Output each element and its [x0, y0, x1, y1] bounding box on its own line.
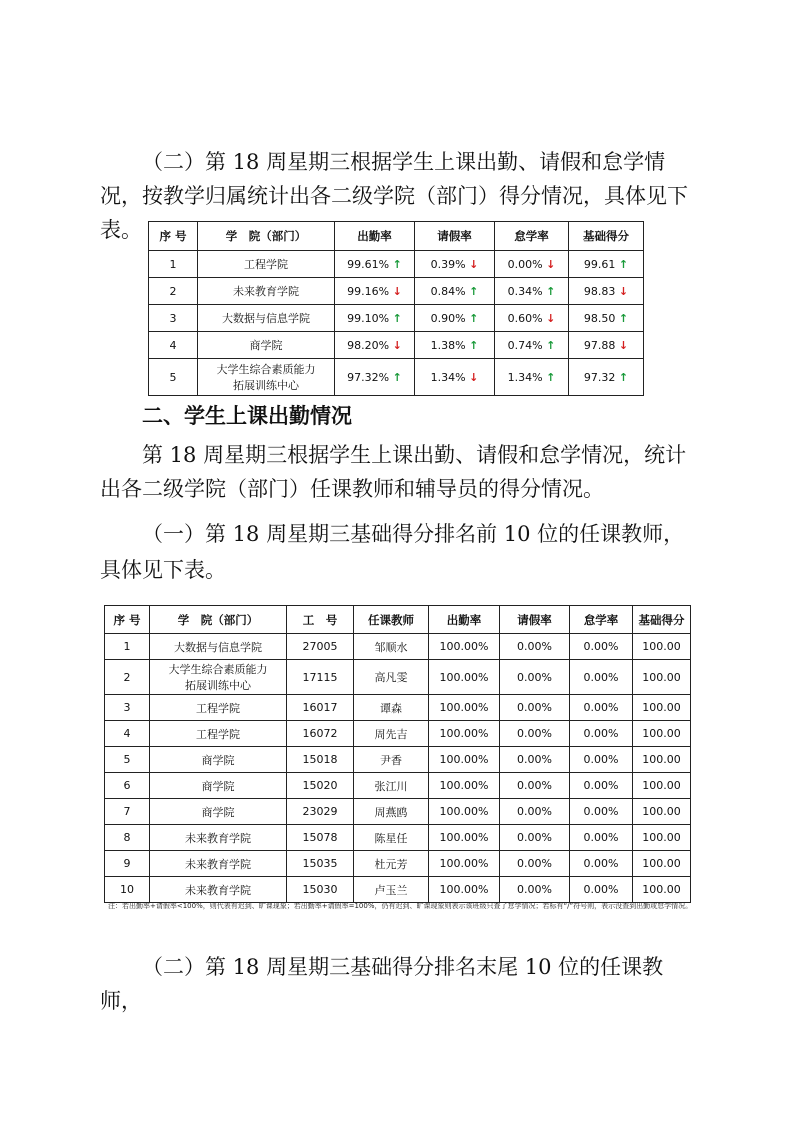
cell-college: 工程学院	[150, 721, 287, 747]
cell-no: 3	[105, 695, 150, 721]
leave-value: 0.90%	[430, 311, 466, 325]
arrow-up-icon: ↑	[546, 370, 556, 384]
cell-idle: 0.00%	[570, 747, 633, 773]
cell-no: 9	[105, 851, 150, 877]
cell-idle: 0.00%	[570, 660, 633, 695]
cell-attendance: 100.00%	[429, 634, 500, 660]
cell-score: 100.00	[633, 634, 691, 660]
college-line-1: 大学生综合素质能力	[216, 363, 316, 376]
cell-score: 100.00	[633, 825, 691, 851]
cell-score	[569, 278, 644, 305]
score-value: 99.61	[583, 257, 616, 271]
cell-score	[569, 251, 644, 278]
cell-no: 1	[149, 251, 198, 278]
arrow-up-icon: ↑	[618, 311, 629, 325]
arrow-up-icon: ↑	[392, 370, 402, 384]
cell-leave: 0.00%	[500, 634, 570, 660]
leave-value: 1.38%	[430, 338, 466, 352]
cell-teacher: 张江川	[354, 773, 429, 799]
cell-college: 未来教育学院	[150, 877, 287, 903]
cell-attendance: 100.00%	[429, 851, 500, 877]
table-row	[149, 278, 644, 305]
top10-paragraph: （一）第 18 周星期三基础得分排名前 10 位的任课教师，具体见下表。	[100, 522, 685, 582]
cell-idle	[495, 332, 569, 359]
col-header-attendance: 出勤率	[429, 606, 500, 634]
arrow-up-icon: ↑	[469, 311, 479, 325]
cell-staff-id: 15030	[287, 877, 354, 903]
arrow-down-icon: ↓	[546, 311, 556, 325]
score-value: 97.32	[583, 370, 616, 384]
cell-college: 未来教育学院	[150, 825, 287, 851]
cell-score: 100.00	[633, 721, 691, 747]
cell-college: 未来教育学院	[198, 278, 335, 305]
table-header-row	[149, 222, 644, 251]
cell-idle: 0.00%	[570, 695, 633, 721]
cell-staff-id: 15035	[287, 851, 354, 877]
college-line-2: 拓展训练中心	[185, 679, 251, 692]
table-row	[105, 634, 691, 660]
cell-no: 2	[149, 278, 198, 305]
cell-leave	[415, 359, 495, 396]
cell-no: 5	[105, 747, 150, 773]
cell-teacher: 杜元芳	[354, 851, 429, 877]
cell-college	[150, 660, 287, 695]
col-header-staff-id: 工 号	[287, 606, 354, 634]
cell-no: 7	[105, 799, 150, 825]
cell-staff-id: 15078	[287, 825, 354, 851]
cell-score: 100.00	[633, 877, 691, 903]
idle-value: 0.60%	[507, 311, 543, 325]
cell-staff-id: 16072	[287, 721, 354, 747]
table-row	[149, 251, 644, 278]
cell-leave	[415, 251, 495, 278]
cell-leave: 0.00%	[500, 773, 570, 799]
cell-teacher: 周燕鸥	[354, 799, 429, 825]
table-row	[149, 332, 644, 359]
table-row	[149, 305, 644, 332]
table-row	[105, 799, 691, 825]
college-line-1: 大学生综合素质能力	[168, 663, 268, 676]
col-header-no: 序 号	[149, 222, 198, 251]
cell-no: 2	[105, 660, 150, 695]
attendance-value: 99.16%	[347, 284, 390, 298]
col-header-leave: 请假率	[500, 606, 570, 634]
cell-no: 8	[105, 825, 150, 851]
cell-teacher: 周先吉	[354, 721, 429, 747]
score-value: 98.83	[583, 284, 616, 298]
cell-leave	[415, 305, 495, 332]
cell-idle: 0.00%	[570, 799, 633, 825]
cell-leave	[415, 332, 495, 359]
arrow-up-icon: ↑	[392, 311, 402, 325]
cell-college: 大数据与信息学院	[198, 305, 335, 332]
cell-attendance	[335, 359, 415, 396]
attendance-value: 99.10%	[347, 311, 390, 325]
col-header-score: 基础得分	[633, 606, 691, 634]
cell-idle	[495, 305, 569, 332]
cell-score	[569, 332, 644, 359]
arrow-up-icon: ↑	[469, 284, 479, 298]
arrow-down-icon: ↓	[392, 284, 402, 298]
arrow-down-icon: ↓	[469, 257, 479, 271]
cell-teacher: 尹香	[354, 747, 429, 773]
cell-idle: 0.00%	[570, 851, 633, 877]
cell-leave: 0.00%	[500, 695, 570, 721]
cell-no: 1	[105, 634, 150, 660]
cell-attendance: 100.00%	[429, 721, 500, 747]
cell-staff-id: 15018	[287, 747, 354, 773]
cell-attendance: 100.00%	[429, 825, 500, 851]
cell-no: 6	[105, 773, 150, 799]
idle-value: 0.34%	[507, 284, 543, 298]
cell-no: 4	[149, 332, 198, 359]
cell-teacher: 卢玉兰	[354, 877, 429, 903]
cell-score: 100.00	[633, 799, 691, 825]
cell-leave: 0.00%	[500, 877, 570, 903]
arrow-up-icon: ↑	[618, 370, 629, 384]
cell-score	[569, 305, 644, 332]
cell-score: 100.00	[633, 773, 691, 799]
leave-value: 0.84%	[430, 284, 466, 298]
attendance-paragraph: 第 18 周星期三根据学生上课出勤、请假和怠学情况，统计出各二级学院（部门）任课教师和辅导员的得分情况。	[100, 443, 687, 501]
table-row	[105, 695, 691, 721]
score-value: 98.50	[583, 311, 616, 325]
cell-no: 5	[149, 359, 198, 396]
cell-attendance: 100.00%	[429, 660, 500, 695]
cell-attendance: 100.00%	[429, 799, 500, 825]
cell-college: 未来教育学院	[150, 851, 287, 877]
table-header-row	[105, 606, 691, 634]
cell-attendance	[335, 332, 415, 359]
cell-staff-id: 23029	[287, 799, 354, 825]
cell-teacher: 谭森	[354, 695, 429, 721]
cell-attendance: 100.00%	[429, 877, 500, 903]
college-score-table	[148, 221, 644, 396]
arrow-down-icon: ↓	[392, 338, 402, 352]
attendance-value: 98.20%	[347, 338, 390, 352]
cell-idle	[495, 278, 569, 305]
cell-leave	[415, 278, 495, 305]
arrow-down-icon: ↓	[618, 284, 629, 298]
arrow-up-icon: ↑	[392, 257, 402, 271]
table-row	[149, 359, 644, 396]
col-header-college: 学 院（部门）	[150, 606, 287, 634]
cell-leave: 0.00%	[500, 660, 570, 695]
table-row	[105, 747, 691, 773]
attendance-value: 97.32%	[347, 370, 390, 384]
table-row	[105, 773, 691, 799]
bottom10-paragraph: （二）第 18 周星期三基础得分排名末尾 10 位的任课教师，	[100, 955, 664, 1013]
cell-attendance: 100.00%	[429, 695, 500, 721]
cell-leave: 0.00%	[500, 721, 570, 747]
cell-attendance: 100.00%	[429, 747, 500, 773]
table-row	[105, 825, 691, 851]
cell-staff-id: 17115	[287, 660, 354, 695]
col-header-teacher: 任课教师	[354, 606, 429, 634]
idle-value: 1.34%	[507, 370, 543, 384]
cell-teacher: 高凡雯	[354, 660, 429, 695]
attendance-value: 99.61%	[347, 257, 390, 271]
section-heading: 二、学生上课出勤情况	[142, 404, 352, 428]
cell-teacher: 陈星任	[354, 825, 429, 851]
cell-teacher: 邹顺水	[354, 634, 429, 660]
idle-value: 0.00%	[507, 257, 543, 271]
score-value: 97.88	[583, 338, 616, 352]
cell-college: 工程学院	[198, 251, 335, 278]
college-line-2: 拓展训练中心	[233, 379, 299, 392]
cell-no: 3	[149, 305, 198, 332]
cell-college: 商学院	[150, 747, 287, 773]
cell-idle: 0.00%	[570, 825, 633, 851]
cell-leave: 0.00%	[500, 851, 570, 877]
cell-college: 工程学院	[150, 695, 287, 721]
cell-attendance	[335, 251, 415, 278]
col-header-score: 基础得分	[569, 222, 644, 251]
arrow-up-icon: ↑	[546, 284, 556, 298]
cell-idle	[495, 251, 569, 278]
cell-score: 100.00	[633, 747, 691, 773]
cell-idle: 0.00%	[570, 634, 633, 660]
arrow-up-icon: ↑	[618, 257, 629, 271]
cell-college	[198, 359, 335, 396]
cell-attendance	[335, 305, 415, 332]
cell-no: 10	[105, 877, 150, 903]
col-header-no: 序 号	[105, 606, 150, 634]
cell-leave: 0.00%	[500, 799, 570, 825]
cell-score: 100.00	[633, 851, 691, 877]
cell-staff-id: 15020	[287, 773, 354, 799]
cell-staff-id: 16017	[287, 695, 354, 721]
cell-college: 商学院	[198, 332, 335, 359]
arrow-up-icon: ↑	[469, 338, 479, 352]
col-header-college: 学 院（部门）	[198, 222, 335, 251]
cell-attendance	[335, 278, 415, 305]
cell-attendance: 100.00%	[429, 773, 500, 799]
teacher-rank-table	[104, 605, 691, 903]
col-header-idle: 怠学率	[495, 222, 569, 251]
cell-college: 商学院	[150, 799, 287, 825]
leave-value: 0.39%	[430, 257, 466, 271]
idle-value: 0.74%	[507, 338, 543, 352]
cell-college: 大数据与信息学院	[150, 634, 287, 660]
table-row	[105, 721, 691, 747]
col-header-leave: 请假率	[415, 222, 495, 251]
arrow-down-icon: ↓	[618, 338, 629, 352]
arrow-down-icon: ↓	[469, 370, 479, 384]
cell-idle	[495, 359, 569, 396]
cell-staff-id: 27005	[287, 634, 354, 660]
intro-paragraph: （二）第 18 周星期三根据学生上课出勤、请假和怠学情况，按教学归属统计出各二级学院（部门）得分情况，具体见下表。	[100, 150, 688, 242]
col-header-idle: 怠学率	[570, 606, 633, 634]
table-row	[105, 660, 691, 695]
arrow-down-icon: ↓	[546, 257, 556, 271]
cell-idle: 0.00%	[570, 773, 633, 799]
cell-leave: 0.00%	[500, 825, 570, 851]
col-header-attendance: 出勤率	[335, 222, 415, 251]
leave-value: 1.34%	[430, 370, 466, 384]
cell-idle: 0.00%	[570, 721, 633, 747]
cell-score: 100.00	[633, 660, 691, 695]
cell-score	[569, 359, 644, 396]
cell-no: 4	[105, 721, 150, 747]
cell-college: 商学院	[150, 773, 287, 799]
table-row	[105, 851, 691, 877]
table-footnote: 注：若出勤率+请假率<100%，则代表有迟到、旷课现象；若出勤率+请假率=100%，仍有迟到、旷课现象则表示该班级只查了怠学情况；若标有“/”符号则，表示没查到出勤或怠学情况。	[108, 902, 693, 910]
arrow-up-icon: ↑	[546, 338, 556, 352]
cell-idle: 0.00%	[570, 877, 633, 903]
cell-leave: 0.00%	[500, 747, 570, 773]
cell-score: 100.00	[633, 695, 691, 721]
